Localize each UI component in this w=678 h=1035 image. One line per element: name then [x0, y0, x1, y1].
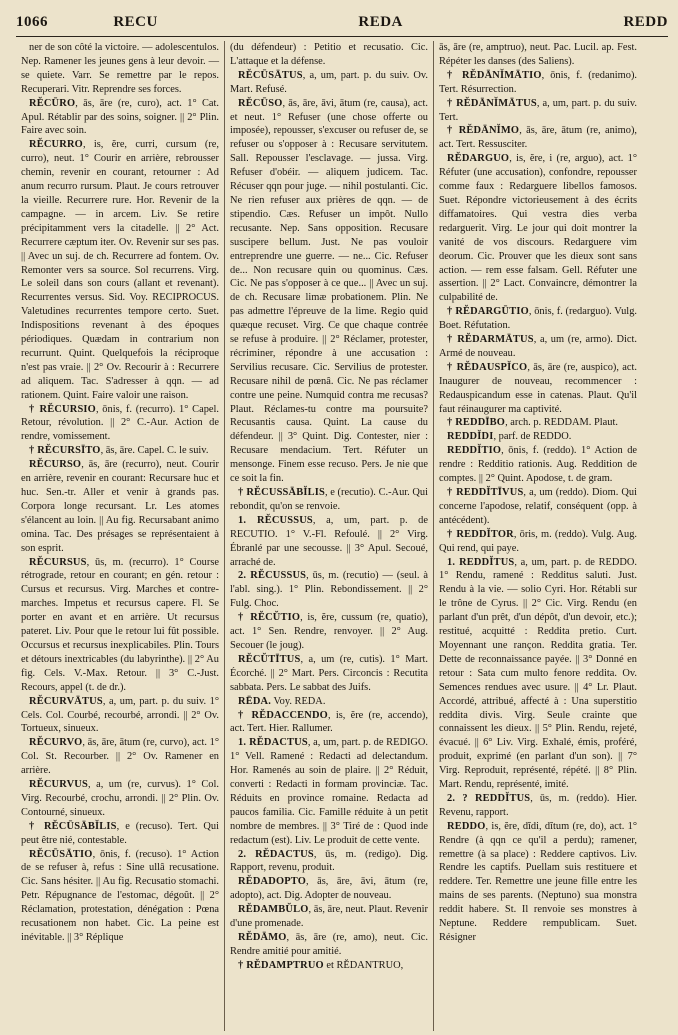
entry-headword: † RĔDĀNĬMO: [447, 125, 520, 137]
column-left: [16, 41, 224, 1031]
dictionary-entry: † RĔDARMĀTUS, a, um (re, armo). Dict. Armé de nouveau.: [439, 334, 637, 359]
entry-headword: RĔCURSUS: [29, 556, 87, 568]
dictionary-entry: (du défendeur) : Petitio et recusatio. Cic. L'attaque et la défense.: [230, 42, 428, 67]
entry-headword: † RĔDARGŪTIO: [447, 306, 529, 318]
dictionary-entry: 1. REDDĬTUS, a, um, part. p. de REDDO. 1° Rendu, ramené : Redditus saluti. Just. Rendu à la vie. — solio Cyri. Hor. Rétabli sur le trône de Cyrus. || 2° Cic. Virg. Rendu (en parlant d'un prêt, d'un dépôt, d'un devoir, etc.); restitué, acquitté : Reddita pretio. Curt. Moyennant une rançon. Reddita gratia. Ter. Dette de reconnaissance payée. || 3° Donné en retour : Sata cum multo fenore reddita. Ov. Semences rendues avec usure. || 4° Lr. Plaut. Accordé, attribué, affecté à : Una superstitio reddita divis. Virg. Seule crainte que connaissent les dieux. || 5° Plin. Rendu, rejeté, évacué. || 6° Liv. Virg. Exhalé, émis, proféré, produit, exprimé (en parlant d'un son). || 7° Virg. Reproduit, représenté, répété. || 8° Plin. Mart. Rendu, représenté, imité.: [439, 556, 637, 791]
entry-headword: † REDDĬTĪVUS: [447, 487, 524, 498]
entry-headword: RĔCURVĀTUS: [29, 695, 103, 707]
entry-headword: † RĔCŪSĀBĬLIS: [29, 820, 117, 832]
entry-headword: RĔDĀMO: [238, 932, 287, 943]
dictionary-entry: † RĔCURSIO, ōnis, f. (recurro). 1° Capel. Retour, révolution. || 2° C.-Aur. Action de rendre, vomissement.: [21, 403, 219, 443]
entry-headword: 1. REDDĬTUS: [447, 556, 515, 568]
dictionary-entry: † REDDĬTĪVUS, a, um (reddo). Diom. Qui concerne l'apodose, relatif, conséquent (opp. à antécédent).: [439, 487, 637, 526]
entry-headword: RĔCŪSĀTUS: [238, 69, 303, 81]
entry-headword: RĔCURRO: [29, 139, 83, 151]
dictionary-entry: 1. RĔDACTUS, a, um, part. p. de REDIGO. 1° Vell. Ramené : Redacti ad delectandum. Hor. Ramenés au soin de plaire. || 2° Réduit, converti : Redacti in formam provinciæ. Tac. Réduits en province romaine. Redacta ad paucos familia. Cic. Famille réduite à un petit nombre de membres. || 3° Tiré de : Quod inde redactum (est). Liv. Le produit de cette vente.: [230, 737, 429, 846]
dictionary-entry: RĔCURSO, ās, āre (recurro), neut. Courir en arrière, revenir en courant: Recursare huc et huc. Sen.-tr. Aller et venir à grands pas. Corpora longe recursant. Lr. Les atomes s'élancent au loin. || Au fig. Recursabant animo omina. Tac. Des présages se représentaient à son esprit.: [21, 459, 219, 554]
running-header: [16, 14, 668, 37]
dictionary-entry: RĔCŬTĪTUS, a, um (re, cutis). 1° Mart. Écorché. || 2° Mart. Pers. Circoncis : Recutita sabbata. Pers. Le sabbat des Juifs.: [230, 653, 428, 693]
dictionary-entry: 2. RĔCUSSUS, ūs, m. (recutio) — (seul. à l'abl. sing.). 1° Plin. Rebondissement. || 2° Fulg. Choc.: [230, 570, 428, 610]
dictionary-entry: RĔDADOPTO, ās, āre, āvi, ātum (re, adopto), act. Dig. Adopter de nouveau.: [230, 876, 428, 902]
dictionary-entry: 1. RĔCUSSUS, a, um, part. p. de RECUTIO. 1° V.-Fl. Refoulé. || 2° Virg. Ébranlé par une secousse. || 3° Apul. Secoué, arraché de.: [230, 514, 428, 568]
dictionary-entry: RĔDARGUO, is, ĕre, i (re, arguo), act. 1° Réfuter (une accusation), confondre, repousser comme faux : Redarguere libellos famosos. Suet. Répondre victorieusement à des écrits diffamatoires. Qui vestra dies verba redarguerit. Virg. Le jour qui doit montrer la vanité de vos discours. Redarguere vim deorum. Cic. Prouver que les dieux sont sans action. — rem esse falsam. Gell. Réfuter une assertion. || 2° Lact. Convaincre, démontrer la culpabilité de.: [439, 153, 637, 304]
entry-headword: RĔCŬTĪTUS: [238, 653, 301, 665]
dictionary-entry: RĔCURVUS, a, um (re, curvus). 1° Col. Virg. Recourbé, crochu, arrondi. || 2° Plin. Ov. Contourné, sinueux.: [21, 779, 219, 818]
dictionary-entry: † RĔCŬTIO, is, ĕre, cussum (re, quatio), act. 1° Sen. Rendre, renvoyer. || 2° Aug. Secouer (le joug).: [230, 612, 428, 651]
header-left-word: RECU: [113, 14, 158, 30]
entry-headword: RĒDA.: [238, 695, 272, 707]
entry-headword: † REDDĪBO: [447, 417, 506, 429]
entry-headword: RĔCŪSĀTIO: [29, 848, 93, 860]
column-right: [433, 41, 642, 1031]
entry-headword: REDDĬTIO: [447, 445, 502, 457]
header-center-word: REDA: [358, 14, 403, 30]
dictionary-entry: 2. RĔDACTUS, ūs, m. (redigo). Dig. Rapport, revenu, produit.: [230, 848, 428, 874]
dictionary-entry: RĔCŪSĀTIO, ōnis, f. (recuso). 1° Action de se refuser à, refus : Sine ullâ recusatione. Cic. Sans hésiter. || Au fig. Recusatio stomachi. Petr. Répugnance de l'estomac, dégoût. || 2° Réclamation, protestation, dénégation : Pœna recusationem non habet. Cic. La peine est inévitable. || 3° Réplique: [21, 848, 219, 943]
entry-headword: † RĔCURSĪTO: [29, 445, 101, 457]
entry-headword: † RĔDACCENDO: [238, 709, 328, 721]
entry-headword: RĔCŪRO: [29, 97, 76, 109]
dictionary-entry: † RĔCUSSĀBĬLIS, e (recutio). C.-Aur. Qui rebondit, qu'on se renvoie.: [230, 487, 428, 512]
entry-headword: 2. ? REDDĬTUS: [447, 792, 531, 804]
entry-headword: † RĔDAMPTRUO: [238, 959, 324, 971]
entry-headword: REDDĬDI: [447, 431, 494, 443]
entry-headword: RĔDADOPTO: [238, 876, 306, 888]
header-right-word: REDD: [623, 14, 668, 30]
dictionary-entry: † RĔCURSĪTO, ās, āre. Capel. C. le suiv.: [29, 445, 209, 457]
dictionary-entry: RĔDAMBŬLO, ās, āre, neut. Plaut. Revenir d'une promenade.: [230, 904, 428, 930]
column-middle: [224, 41, 433, 1031]
entry-headword: RĔCURVO: [29, 737, 83, 749]
entry-headword: † RĔDARMĀTUS: [447, 334, 534, 346]
entry-headword: RĔCURSO: [29, 459, 82, 471]
dictionary-entry: † RĔDAMPTRUO et RĔDANTRUO,: [238, 959, 404, 971]
dictionary-entry: RĔCŪSO, ās, āre, āvi, ātum (re, causa), act. et neut. 1° Refuser (une chose offerte ou imposée), repousser, s'excuser ou refuser de, se refuser ou s'opposer à : Recusare servitutem. Sall. Repousser l'esclavage. — jussa. Virg. Refuser d'obéir. — aliquem judicem. Tac. Récuser qqn pour juge. — nihil postulanti. Cic. Ne rien refuser aux prières de qqn. — de stipendio. Cæs. Refuser un impôt. Nullo recusante. Nep. Sans opposition. Recusare suscipere bellum. Just. Ne pas vouloir entreprendre une guerre. — ne... Cic. Refuser de... Non recusare quin ou quominus. Cæs. Cic. Ne pas s'opposer à ce que... || Avec un suj. de ch. Recusare limæ probationem. Plin. Ne pas admettre l'épreuve de la lime. Regio quid quæque recuset. Virg. Ce que chaque contrée se refuse à produire. || 2° Réclamer, protester, récriminer, répondre à une accusation : Servilius recusare. Cic. Servilius de protester. Recusare nihil de pœnâ. Cic. Ne pas réclamer contre une peine. Numquid contra me recusas? Plaut. Réclames-tu contre ma poursuite? Recusantis causa. Quint. La cause du défendeur. || 3° Quint. Dig. Contester, nier : Recusare mendacium. Tert. Réfuter un mensonge. Finem esse recuso. Pers. Je nie que ce soit la fin.: [230, 97, 428, 485]
entry-headword: † RĔCURSIO: [29, 403, 96, 415]
dictionary-entry: † RĔDĀNĬMO, ās, āre, ātum (re, animo), act. Tert. Ressusciter.: [439, 125, 638, 151]
dictionary-entry: RĔCŪRO, ās, āre (re, curo), act. 1° Cat. Apul. Rétablir par des soins, soigner. || 2° Plin. Faire avec soin.: [21, 97, 219, 137]
entry-headword: 2. RĔDACTUS: [238, 848, 314, 860]
entry-headword: † RĔDĀNĬMĀTIO: [447, 69, 542, 81]
entry-headword: † RĔCUSSĀBĬLIS: [238, 487, 325, 498]
dictionary-entry: REDDĬTIO, ōnis, f. (reddo). 1° Action de rendre : Redditio rationis. Aug. Reddition de comptes. || 2° Quint. Apodose, t. de gram.: [439, 445, 637, 485]
entry-headword: RĔDAMBŬLO: [238, 904, 309, 916]
page-number: 1066: [16, 14, 48, 30]
entry-headword: 1. RĔDACTUS: [238, 737, 308, 749]
entry-headword: REDDO: [447, 820, 486, 832]
dictionary-entry: ās, āre (re, amptruo), neut. Pac. Lucil. ap. Fest. Répéter les danses (des Saliens).: [439, 42, 637, 67]
dictionary-entry: † RĔCŪSĀBĬLIS, e (recuso). Tert. Qui peut être nié, contestable.: [21, 820, 219, 846]
dictionary-entry: † RĔDĀNĬMĀTUS, a, um, part. p. du suiv. Tert.: [439, 97, 638, 123]
dictionary-entry: REDDĬDI, parf. de REDDO.: [447, 431, 572, 443]
dictionary-entry: RĔCURSUS, ūs, m. (recurro). 1° Course rétrograde, retour en courant; en gén. retour : Cursus et recursus. Virg. Marches et contre-marches. Impetus et recursus capere. Fl. Se porter en avant et en arrière. Ut recursus pateret. Liv. Pour que le retour lui fût possible. Occursus et recursus inexplicabiles. Plin. Tours et détours inextricables (du labyrinthe). || 2° Au fig. Cels. V.-Max. Retour. || 3° C.-Just. Recours, appel (t. de dr.).: [21, 556, 219, 693]
dictionary-entry: † REDDĪBO, arch. p. REDDAM. Plaut.: [447, 417, 618, 429]
dictionary-entry: † RĔDARGŪTIO, ōnis, f. (redarguo). Vulg. Boet. Réfutation.: [439, 306, 637, 332]
dictionary-entry: 2. ? REDDĬTUS, ūs, m. (reddo). Hier. Revenu, rapport.: [439, 792, 637, 818]
entry-headword: RĔDARGUO: [447, 153, 510, 165]
entry-headword: † RĔCŬTIO: [238, 612, 301, 624]
dictionary-entry: REDDO, is, ĕre, dĭdi, dĭtum (re, do), act. 1° Rendre (à qqn ce qu'il a perdu); ramener, remettre (à sa place) : Reddere captivos. Liv. Rendre les captifs. Puellam suis restituere et reddere. Ter. Remettre une jeune fille entre les mains de ses parents. (Neptuno) sua monstra reddit habere. St. Il renvoie ses monstres à Neptune. Reddere rempublicam. Suet. Résigner: [439, 820, 637, 943]
entry-headword: † REDDĬTOR: [447, 528, 514, 540]
dictionary-entry: RĔCURRO, is, ĕre, curri, cursum (re, curro), neut. 1° Courir en arrière, rebrousser chemin, revenir en courant, retourner : Ad anum recurro rursum. Plaut. Je cours retrouver la vieille. Recurrere rure. Hor. Revenir de la campagne. — in arcem. Liv. Se retire précipitamment vers la citadelle. || 2° Act. Recurrere cæptum iter. Ov. Revenir sur ses pas. || Avec un suj. de ch. Recurrere ad fontem. Ov. Remonter vers sa source. Sol recurrens. Virg. Le soleil dans son cours (allant et revenant). Recurrentes versus. Sid. Voy. RECIPROCUS. Valetudines recurrentes tempore certo. Suet. Indispositions revenant à des époques périodiques. Quædam in contrarium non recurrunt. Quint. Quelquefois la réciproque n'est pas vraie. || 2° Ov. Recourir à : Recurrere ad aliquem. Tac. S'adresser à qqn. — ad rationem. Quint. Faire valoir une raison.: [21, 139, 219, 401]
entry-headword: 1. RĔCUSSUS: [238, 514, 313, 526]
dictionary-entry: † RĔDACCENDO, is, ĕre (re, accendo), act. Tert. Hier. Rallumer.: [230, 709, 428, 735]
entry-headword: † RĔDĀNĬMĀTUS: [447, 97, 537, 109]
entry-headword: 2. RĔCUSSUS: [238, 570, 307, 582]
entry-headword: RĔCURVUS: [29, 779, 88, 791]
dictionary-entry: RĔCŪSĀTUS, a, um, part. p. du suiv. Ov. Mart. Refusé.: [230, 69, 428, 95]
dictionary-entry: ner de son côté la victoire. — adolescentulos. Nep. Ramener les jeunes gens à leur devoir. — se quiete. Varr. Se remettre par le repos. Recuperari. Vitr. Reprendre ses forces.: [21, 42, 219, 95]
text-columns: [16, 41, 668, 1031]
dictionary-entry: † RĔDĀNĬMĀTIO, ōnis, f. (redanimo). Tert. Résurrection.: [439, 69, 638, 95]
dictionary-entry: RĔDĀMO, ās, āre (re, amo), neut. Cic. Rendre amitié pour amitié.: [230, 932, 428, 957]
entry-headword: † RĔDAUSPĬCO: [447, 361, 528, 373]
entry-headword: RĔCŪSO: [238, 97, 283, 109]
dictionary-entry: RĔCURVĀTUS, a, um, part. p. du suiv. 1° Cels. Col. Courbé, recourbé, arrondi. || 2° Ov. Tortueux, sinueux.: [21, 695, 219, 735]
dictionary-entry: RĔCURVO, ās, āre, ātum (re, curvo), act. 1° Col. St. Recourber. || 2° Ov. Ramener en arrière.: [21, 737, 219, 777]
dictionary-entry: RĒDA. Voy. REDA.: [238, 695, 326, 707]
dictionary-entry: † RĔDAUSPĬCO, ās, āre (re, auspico), act. Inaugurer de nouveau, recommencer : Redauspicandum esse in catenas. Plaut. Qu'il faut réinaugurer ma captivité.: [439, 361, 637, 415]
dictionary-entry: † REDDĬTOR, ōris, m. (reddo). Vulg. Aug. Qui rend, qui paye.: [439, 528, 637, 554]
